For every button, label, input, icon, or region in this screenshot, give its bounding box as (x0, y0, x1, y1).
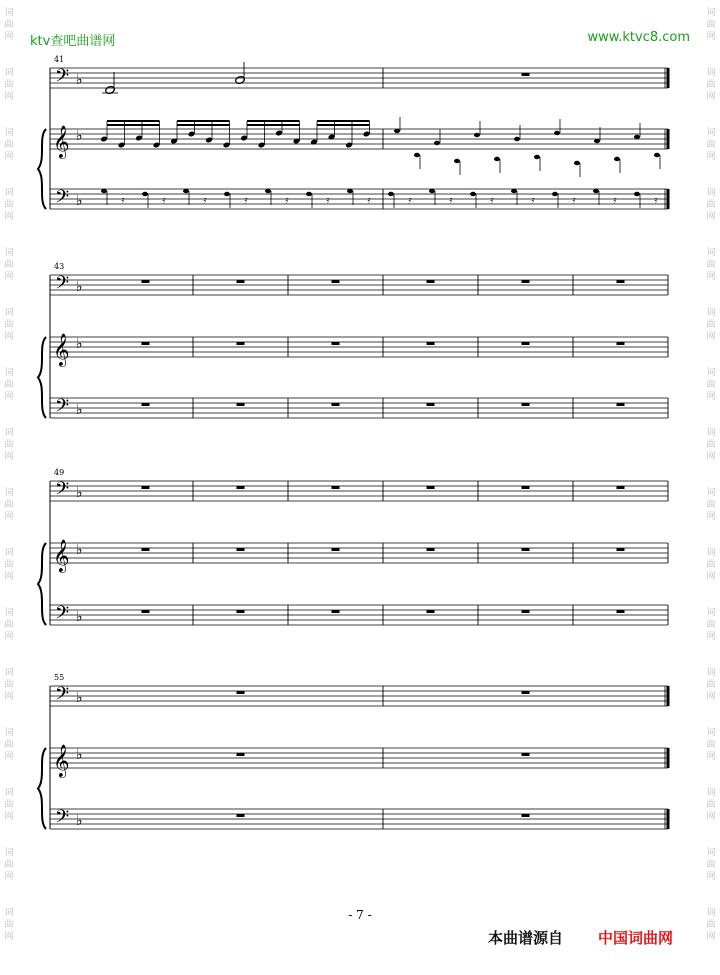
whole-rest (332, 610, 340, 613)
watermark-char: 网 (4, 572, 14, 582)
measure-number: 41 (54, 55, 65, 64)
treble-clef: 𝄞 (53, 539, 70, 572)
sixteenth-note (554, 131, 560, 135)
bass-clef: 𝄢 (55, 479, 70, 504)
watermark-char: 网 (706, 152, 716, 162)
watermark-char: 词 (4, 488, 14, 498)
sixteenth-note (654, 153, 660, 157)
final-barline (667, 189, 670, 209)
watermark-char: 网 (706, 392, 716, 402)
whole-rest (237, 814, 245, 817)
sixteenth-note (347, 189, 353, 193)
watermark-char: 词 (706, 548, 716, 558)
sixteenth-note (434, 141, 440, 145)
final-barline (667, 809, 670, 829)
whole-rest (522, 342, 530, 345)
final-barline (667, 686, 670, 706)
sixteenth-note (474, 133, 480, 137)
sixteenth-rest: 𝄿 (490, 195, 494, 206)
watermark-char: 曲 (706, 80, 716, 90)
watermark-char: 网 (706, 572, 716, 582)
watermark-char: 网 (706, 332, 716, 342)
sixteenth-note (306, 192, 312, 196)
header-site-name[interactable]: ktv查吧曲谱网 (30, 34, 116, 49)
final-barline (667, 748, 670, 768)
sixteenth-rest: 𝄿 (326, 195, 330, 206)
sixteenth-rest: 𝄿 (367, 195, 371, 206)
key-signature-flat: ♭ (76, 336, 83, 352)
sixteenth-note (183, 189, 189, 193)
key-signature-flat: ♭ (76, 542, 83, 558)
watermark-char: 曲 (4, 860, 14, 870)
sixteenth-note (101, 189, 107, 193)
note-beam (177, 124, 230, 126)
sixteenth-rest: 𝄿 (572, 195, 576, 206)
watermark-char: 词 (706, 8, 716, 18)
sixteenth-note (593, 189, 599, 193)
watermark-char: 网 (4, 812, 14, 822)
sixteenth-rest: 𝄿 (449, 195, 453, 206)
watermark-char: 网 (706, 932, 716, 942)
watermark-char: 网 (4, 632, 14, 642)
whole-rest (522, 691, 530, 694)
watermark-char: 曲 (706, 500, 716, 510)
watermark-char: 词 (706, 428, 716, 438)
note-beam (107, 124, 160, 126)
whole-rest (522, 814, 530, 817)
watermark-char: 词 (4, 128, 14, 138)
watermark-char: 曲 (4, 200, 14, 210)
watermark-char: 曲 (706, 800, 716, 810)
note-beam (177, 120, 230, 122)
watermark-char: 曲 (706, 620, 716, 630)
watermark-char: 曲 (706, 140, 716, 150)
sixteenth-rest: 𝄿 (408, 195, 412, 206)
footer-source-label: 本曲谱源自 (488, 929, 564, 947)
watermark-char: 曲 (706, 740, 716, 750)
watermark-char: 词 (4, 788, 14, 798)
whole-rest (522, 280, 530, 283)
key-signature-flat: ♭ (76, 813, 83, 829)
watermark-char: 词 (706, 788, 716, 798)
note-beam (317, 120, 370, 122)
watermark-char: 曲 (706, 380, 716, 390)
sixteenth-note (634, 135, 640, 139)
watermark-char: 曲 (706, 20, 716, 30)
sixteenth-note (470, 192, 476, 196)
whole-rest (237, 753, 245, 756)
whole-rest (142, 486, 150, 489)
sixteenth-note (224, 192, 230, 196)
whole-rest (522, 486, 530, 489)
watermark-char: 网 (4, 932, 14, 942)
watermark-char: 网 (4, 872, 14, 882)
watermark-char: 词 (4, 188, 14, 198)
watermark-char: 曲 (4, 20, 14, 30)
watermark-char: 曲 (4, 560, 14, 570)
watermark-char: 曲 (4, 920, 14, 930)
watermark-char: 词 (706, 188, 716, 198)
key-signature-flat: ♭ (76, 402, 83, 418)
whole-rest (142, 610, 150, 613)
watermark-char: 词 (4, 8, 14, 18)
whole-rest (142, 548, 150, 551)
whole-rest (237, 548, 245, 551)
watermark-char: 网 (4, 212, 14, 222)
sixteenth-rest: 𝄿 (244, 195, 248, 206)
watermark-char: 网 (4, 92, 14, 102)
whole-rest (332, 403, 340, 406)
header-site-url[interactable]: www.ktvc8.com (587, 30, 690, 45)
watermark-char: 词 (4, 608, 14, 618)
watermark-char: 网 (4, 752, 14, 762)
whole-rest (332, 280, 340, 283)
bass-clef: 𝄢 (55, 273, 70, 298)
grand-staff-brace (38, 543, 46, 625)
whole-rest (427, 403, 435, 406)
watermark-char: 词 (706, 668, 716, 678)
whole-rest (332, 548, 340, 551)
key-signature-flat: ♭ (76, 128, 83, 144)
grand-staff-brace (38, 337, 46, 418)
whole-rest (237, 691, 245, 694)
sixteenth-note (534, 155, 540, 159)
watermark-char: 曲 (4, 680, 14, 690)
sixteenth-note (454, 159, 460, 163)
watermark-char: 曲 (706, 260, 716, 270)
whole-rest (237, 342, 245, 345)
grand-staff-brace (38, 748, 46, 829)
treble-clef: 𝄞 (53, 744, 70, 777)
watermark-char: 曲 (4, 80, 14, 90)
watermark-char: 网 (4, 332, 14, 342)
whole-rest (522, 73, 530, 76)
watermark-char: 网 (4, 692, 14, 702)
final-barline (667, 129, 670, 149)
whole-rest (522, 610, 530, 613)
watermark-char: 词 (706, 368, 716, 378)
whole-rest (237, 280, 245, 283)
bass-clef: 𝄢 (55, 684, 70, 709)
watermark-char: 网 (706, 512, 716, 522)
watermark-char: 网 (4, 392, 14, 402)
watermark-char: 曲 (706, 440, 716, 450)
whole-rest (237, 486, 245, 489)
watermark-char: 网 (706, 692, 716, 702)
sixteenth-note (429, 189, 435, 193)
watermark-char: 网 (706, 812, 716, 822)
watermark-char: 网 (706, 632, 716, 642)
watermark-char: 网 (706, 32, 716, 42)
whole-rest (427, 486, 435, 489)
whole-rest (522, 548, 530, 551)
watermark-char: 曲 (4, 320, 14, 330)
bass-clef: 𝄢 (55, 187, 70, 212)
sixteenth-rest: 𝄿 (203, 195, 207, 206)
whole-rest (237, 403, 245, 406)
whole-rest (522, 753, 530, 756)
whole-rest (332, 486, 340, 489)
watermark-char: 曲 (706, 860, 716, 870)
sixteenth-note (514, 137, 520, 141)
watermark-char: 词 (706, 908, 716, 918)
whole-rest (522, 403, 530, 406)
whole-rest (427, 610, 435, 613)
whole-rest (617, 342, 625, 345)
treble-clef: 𝄞 (53, 125, 70, 158)
sixteenth-note (494, 157, 500, 161)
watermark-char: 网 (706, 212, 716, 222)
whole-rest (427, 548, 435, 551)
watermark-char: 网 (706, 752, 716, 762)
key-signature-flat: ♭ (76, 279, 83, 295)
sixteenth-note (511, 189, 517, 193)
watermark-char: 网 (4, 272, 14, 282)
sixteenth-rest: 𝄿 (531, 195, 535, 206)
sixteenth-note (265, 189, 271, 193)
watermark-char: 网 (706, 452, 716, 462)
watermark-char: 网 (4, 452, 14, 462)
watermark-char: 词 (706, 248, 716, 258)
key-signature-flat: ♭ (76, 72, 83, 88)
watermark-char: 曲 (4, 800, 14, 810)
watermark-char: 网 (706, 872, 716, 882)
watermark-char: 曲 (706, 560, 716, 570)
watermark-char: 曲 (4, 500, 14, 510)
note-beam (247, 120, 300, 122)
sixteenth-rest: 𝄿 (121, 195, 125, 206)
watermark-char: 曲 (4, 740, 14, 750)
sixteenth-note (634, 192, 640, 196)
watermark-char: 词 (706, 68, 716, 78)
sixteenth-rest: 𝄿 (654, 195, 658, 206)
whole-rest (617, 610, 625, 613)
whole-rest (617, 486, 625, 489)
watermark-char: 词 (4, 548, 14, 558)
key-signature-flat: ♭ (76, 485, 83, 501)
whole-rest (617, 280, 625, 283)
sixteenth-rest: 𝄿 (613, 195, 617, 206)
watermark-char: 曲 (4, 380, 14, 390)
page-number: - 7 - (348, 908, 372, 922)
watermark-char: 词 (4, 668, 14, 678)
whole-rest (332, 342, 340, 345)
watermark-char: 曲 (706, 680, 716, 690)
watermark-char: 词 (706, 848, 716, 858)
key-signature-flat: ♭ (76, 609, 83, 625)
watermark-char: 曲 (4, 440, 14, 450)
whole-rest (427, 342, 435, 345)
sixteenth-note (414, 153, 420, 157)
watermark-char: 网 (4, 32, 14, 42)
whole-rest (617, 548, 625, 551)
sixteenth-rest: 𝄿 (285, 195, 289, 206)
watermark-char: 网 (706, 272, 716, 282)
key-signature-flat: ♭ (76, 747, 83, 763)
watermark-char: 词 (4, 848, 14, 858)
sixteenth-note (388, 192, 394, 196)
watermark-char: 词 (4, 428, 14, 438)
watermark-char: 曲 (4, 260, 14, 270)
watermark-char: 词 (4, 368, 14, 378)
note-beam (247, 124, 300, 126)
watermark-char: 词 (4, 908, 14, 918)
final-barline (667, 68, 670, 88)
watermark-char: 词 (706, 488, 716, 498)
watermark-char: 词 (4, 68, 14, 78)
watermark-char: 网 (4, 152, 14, 162)
whole-rest (617, 403, 625, 406)
sixteenth-note (142, 192, 148, 196)
bass-clef: 𝄢 (55, 396, 70, 421)
watermark-char: 曲 (4, 620, 14, 630)
watermark-char: 词 (706, 728, 716, 738)
sixteenth-note (394, 129, 400, 133)
bass-clef: 𝄢 (55, 807, 70, 832)
whole-rest (142, 280, 150, 283)
whole-rest (142, 342, 150, 345)
note-beam (107, 120, 160, 122)
sixteenth-note (552, 192, 558, 196)
key-signature-flat: ♭ (76, 690, 83, 706)
watermark-char: 词 (4, 728, 14, 738)
watermark-char: 网 (4, 512, 14, 522)
watermark-char: 曲 (706, 320, 716, 330)
measure-number: 49 (54, 468, 65, 477)
grand-staff-brace (38, 129, 46, 209)
watermark-char: 词 (4, 248, 14, 258)
watermark-char: 曲 (4, 140, 14, 150)
sixteenth-note (594, 139, 600, 143)
sixteenth-note (614, 157, 620, 161)
watermark-char: 词 (706, 308, 716, 318)
watermark-char: 曲 (706, 200, 716, 210)
bass-clef: 𝄢 (55, 603, 70, 628)
watermark-char: 词 (706, 128, 716, 138)
key-signature-flat: ♭ (76, 193, 83, 209)
note-beam (317, 124, 370, 126)
whole-rest (142, 403, 150, 406)
bass-clef: 𝄢 (55, 66, 70, 91)
watermark-char: 词 (4, 308, 14, 318)
watermark-char: 网 (706, 92, 716, 102)
sixteenth-note (574, 161, 580, 165)
measure-number: 55 (54, 673, 65, 682)
footer-site-name[interactable]: 中国词曲网 (598, 929, 674, 947)
whole-rest (237, 610, 245, 613)
watermark-char: 词 (706, 608, 716, 618)
sixteenth-rest: 𝄿 (162, 195, 166, 206)
watermark-char: 曲 (706, 920, 716, 930)
measure-number: 43 (54, 262, 65, 271)
whole-rest (427, 280, 435, 283)
treble-clef: 𝄞 (53, 333, 70, 366)
